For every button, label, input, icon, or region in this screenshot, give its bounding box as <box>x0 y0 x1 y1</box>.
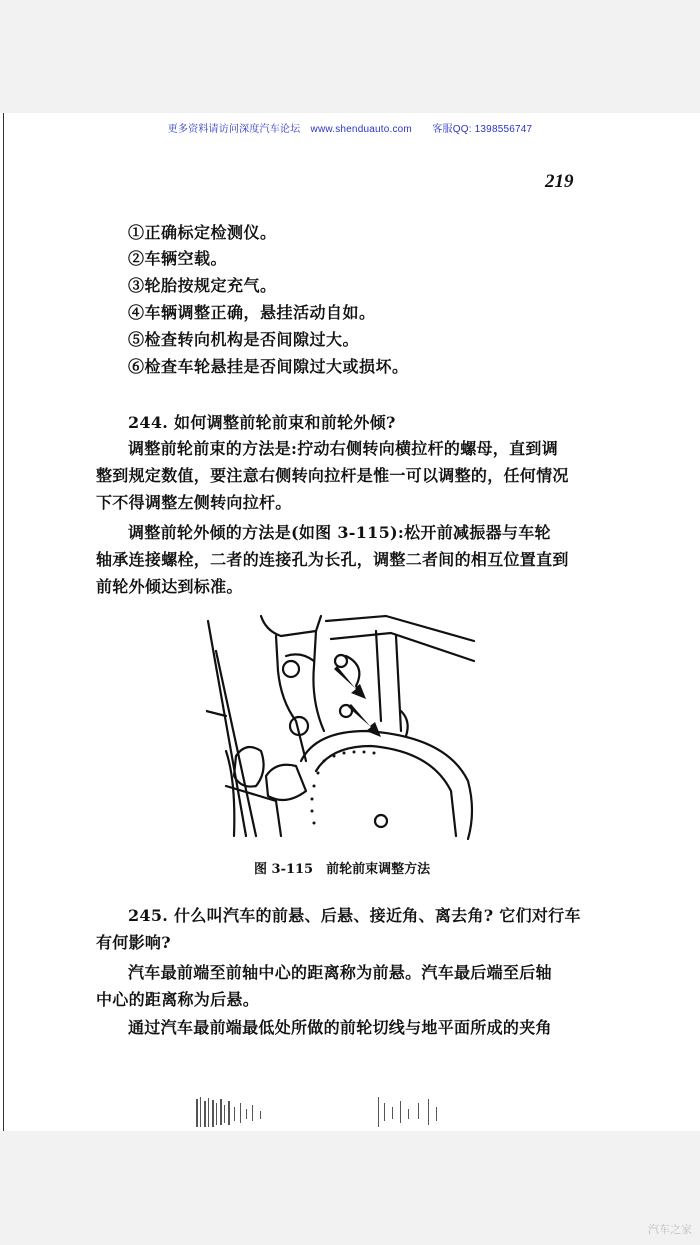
page-number: 219 <box>545 171 574 192</box>
header-note[interactable]: 更多资料请访问深度汽车论坛 www.shenduauto.com 客服QQ: 1398556747 <box>167 124 533 135</box>
q244-para2-line3: 前轮外倾达到标准。 <box>96 577 243 596</box>
q245-para1-line1: 汽车最前端至前轴中心的距离称为前悬。汽车最后端至后轴 <box>128 963 552 982</box>
q244-heading: 244. 如何调整前轮前束和前轮外倾? <box>128 413 396 432</box>
q244-para2-line2: 轴承连接螺栓，二者的连接孔为长孔，调整二者间的相互位置直到 <box>96 550 569 569</box>
figure-frame-line <box>208 621 246 836</box>
condition-6: ⑥检查车轮悬挂是否间隙过大或损坏。 <box>128 357 409 376</box>
page-edge-line <box>3 113 4 1131</box>
hub-assembly <box>266 765 306 800</box>
condition-3: ③轮胎按规定充气。 <box>128 276 277 295</box>
condition-5: ⑤检查转向机构是否间隙过大。 <box>128 330 360 349</box>
disc-holes <box>311 751 376 825</box>
q245-para1-line2: 中心的距离称为后悬。 <box>96 990 260 1009</box>
condition-2: ②车辆空载。 <box>128 249 228 268</box>
q245-heading-line1: 245. 什么叫汽车的前悬、后悬、接近角、离去角? 它们对行车 <box>128 906 581 925</box>
q245-heading-line2: 有何影响? <box>96 933 171 952</box>
q244-para2-line1: 调整前轮外倾的方法是(如图 3-115):松开前减振器与车轮 <box>128 523 551 542</box>
figure-caption: 图 3-115 前轮前束调整方法 <box>254 862 431 877</box>
condition-4: ④车辆调整正确，悬挂活动自如。 <box>128 303 376 322</box>
adjustment-arrows <box>334 666 381 737</box>
q244-para1-line2: 整到规定数值，要注意右侧转向拉杆是惟一可以调整的，任何情况 <box>96 466 569 485</box>
q244-para1-line1: 调整前轮前束的方法是:拧动右侧转向横拉杆的螺母，直到调 <box>128 439 559 458</box>
scan-noise <box>186 1093 466 1133</box>
condition-1: ①正确标定检测仪。 <box>128 223 277 242</box>
front-suspension-figure <box>206 611 476 841</box>
watermark: 汽车之家 <box>648 1224 692 1236</box>
strut-top <box>261 616 321 636</box>
q245-para2-line1: 通过汽车最前端最低处所做的前轮切线与地平面所成的夹角 <box>128 1018 552 1037</box>
bolt-upper <box>283 661 299 677</box>
scanned-page <box>0 113 700 1131</box>
q244-para1-line3: 下不得调整左侧转向拉杆。 <box>96 493 292 512</box>
arrow-upper <box>334 666 366 699</box>
